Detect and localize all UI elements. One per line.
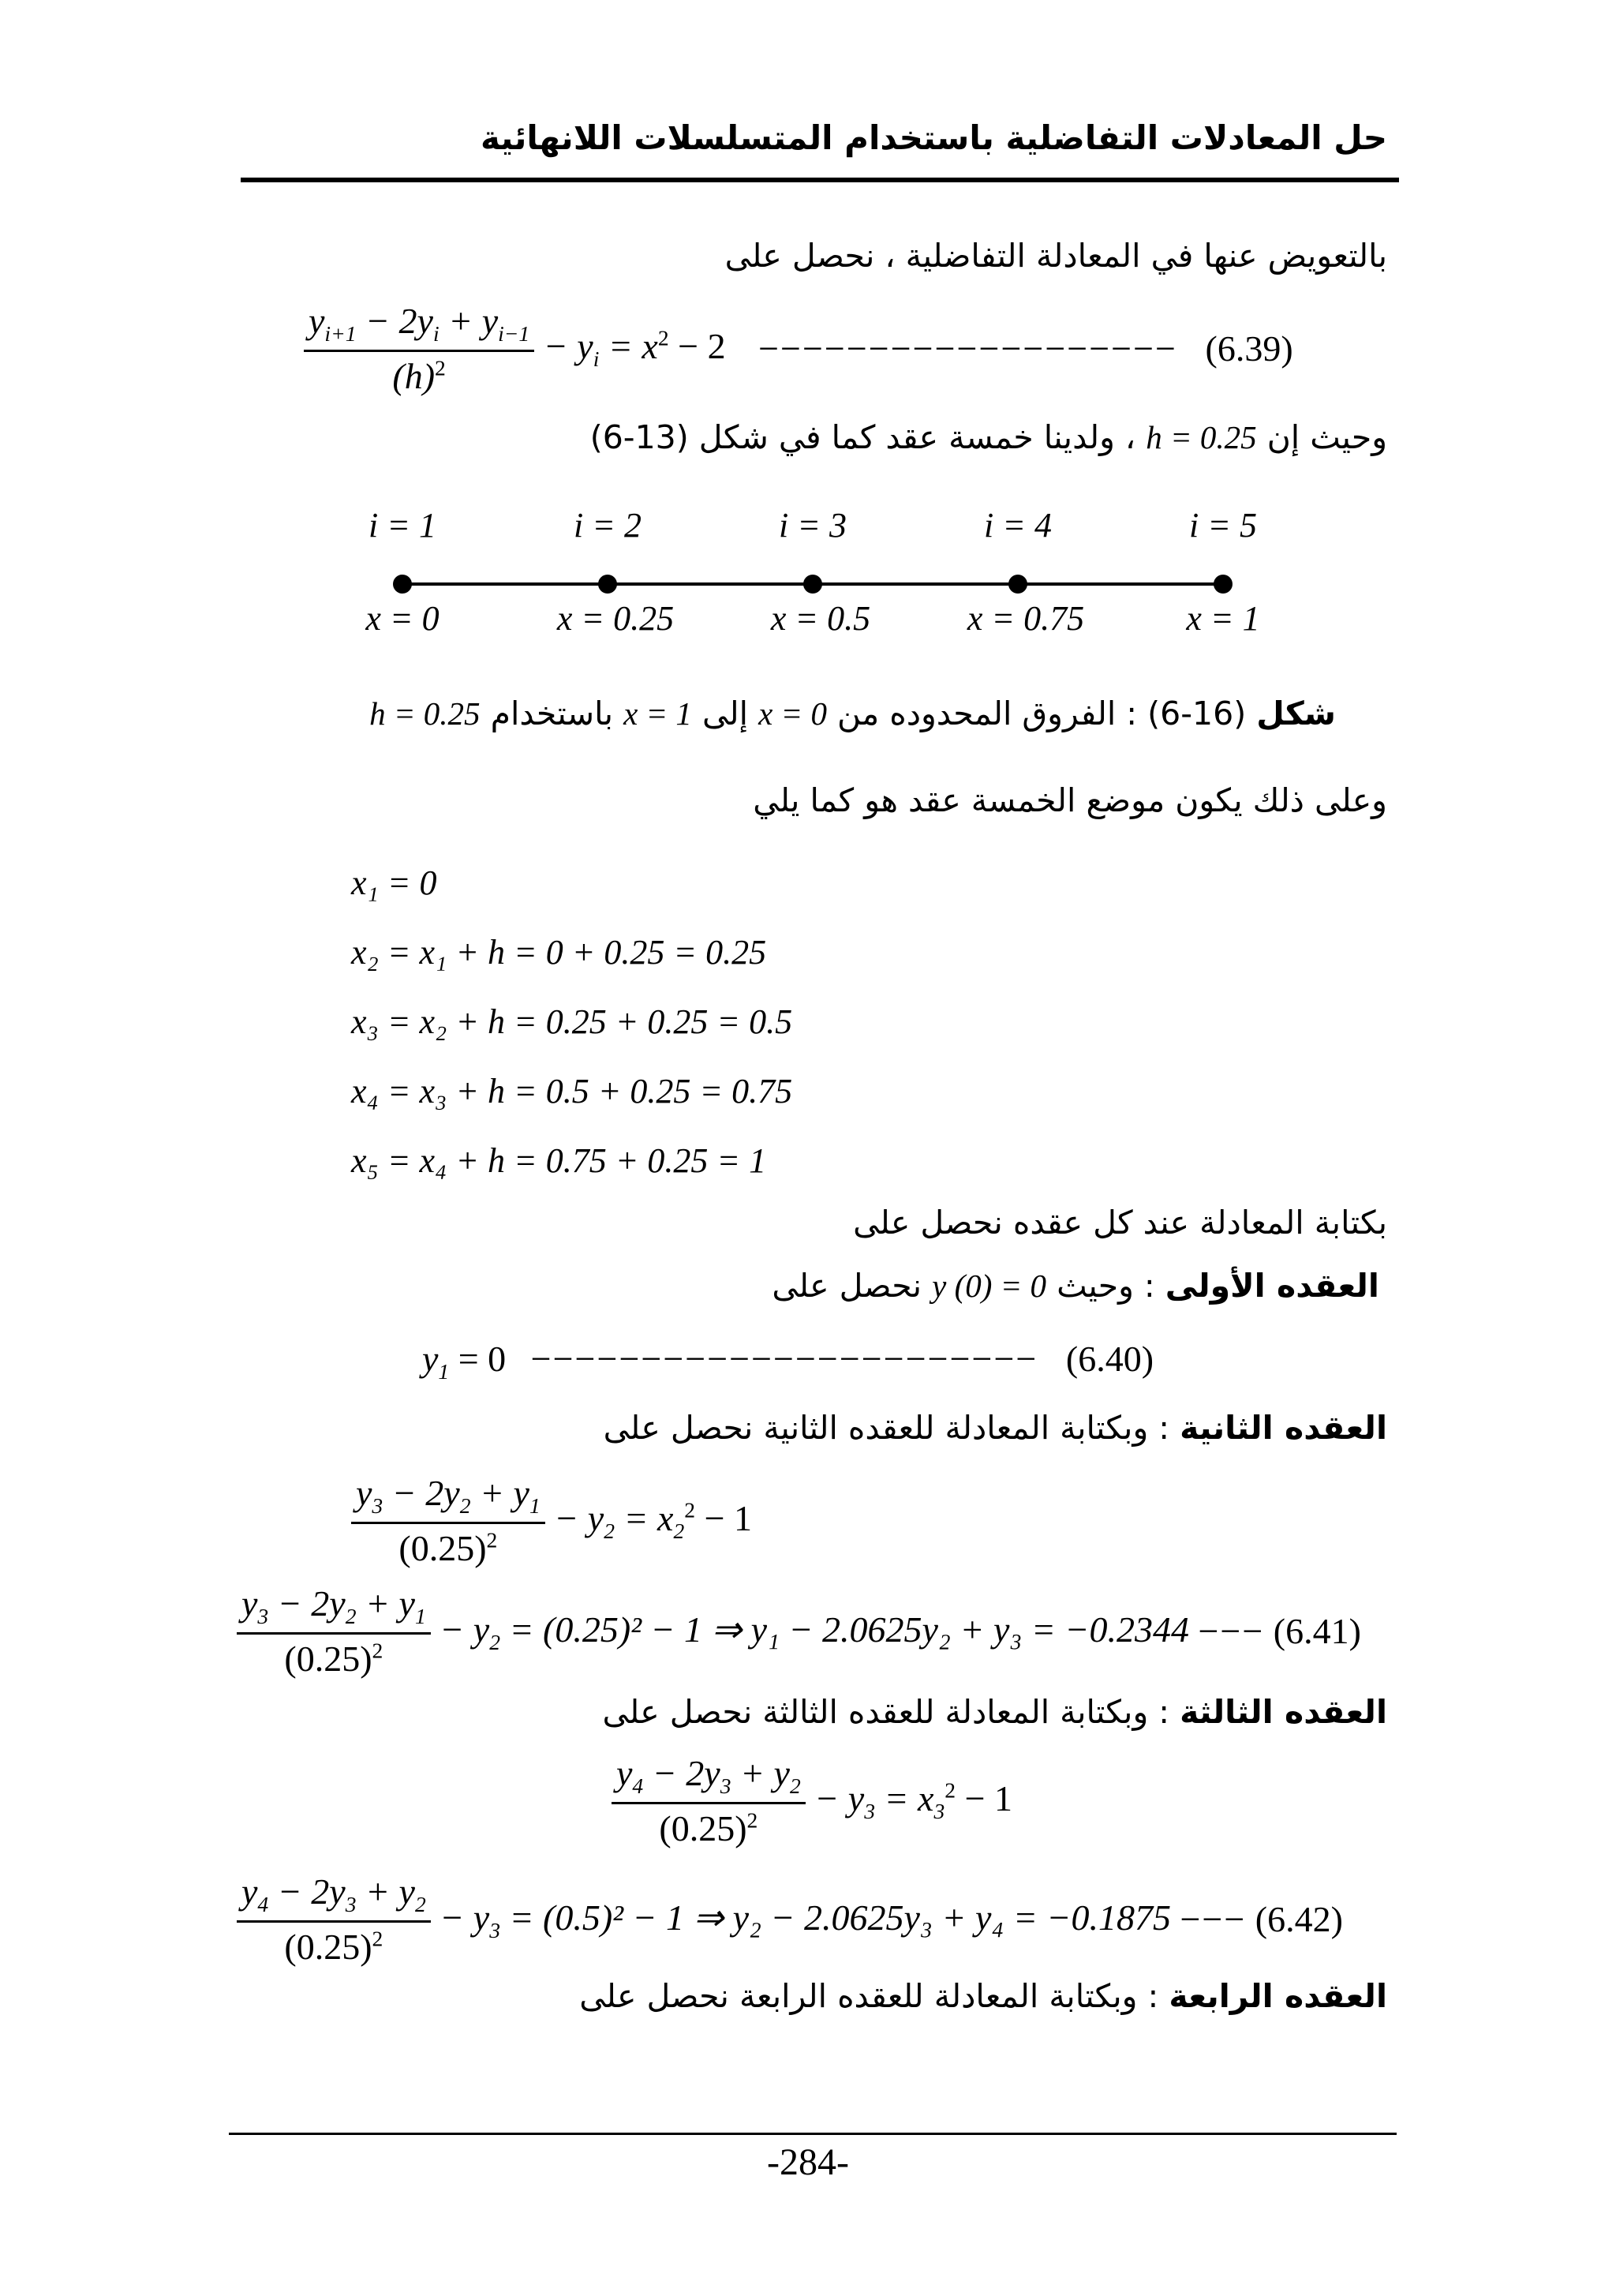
node-position-4: x₄ = x₃ + h = 0.5 + 0.25 = 0.75 [351, 1072, 793, 1111]
node-dot-2 [598, 575, 617, 594]
node-position-3: x₃ = x₂ + h = 0.25 + 0.25 = 0.5 [351, 1002, 793, 1041]
node3-label: العقده الثالثة [1180, 1693, 1387, 1731]
node-i-label-3: i = 3 [779, 506, 847, 545]
node1-line: العقده الأولى : وحيث y (0) = 0 نحصل على [772, 1267, 1379, 1305]
intro-text: بالتعويض عنها في المعادلة التفاضلية ، نحصل على [724, 237, 1387, 275]
node-x-label-1: x = 0 [365, 599, 440, 638]
node-position-5: x₅ = x₄ + h = 0.75 + 0.25 = 1 [351, 1141, 767, 1180]
nodes-intro-text: وعلى ذلك يكون موضع الخمسة عقد هو كما يلي [753, 781, 1387, 819]
node3-equation: $\frac{y_4 - 2y_3 + y_2}{(0.25)^2}$ − $y_3 = x_3^2 - 1$ [612, 1752, 1012, 1849]
eq642-rhs: = (0.5)² − 1 ⇒ y₂ − 2.0625y₃ + y₄ = −0.1875 [509, 1897, 1171, 1938]
node4-label: العقده الرابعة [1169, 1977, 1387, 2015]
node-i-label-5: i = 5 [1189, 506, 1257, 545]
node3-line: العقده الثالثة : وبكتابة المعادلة للعقده الثالثة نحصل على [602, 1693, 1387, 1731]
node-i-label-4: i = 4 [984, 506, 1052, 545]
node4-line: العقده الرابعة : وبكتابة المعادلة للعقده الرابعة نحصل على [579, 1977, 1387, 2015]
node-dot-3 [803, 575, 822, 594]
eq642-number: 6.42 [1267, 1899, 1331, 1940]
equation-6-40: $y_1 = 0$ −−−−−−−−−−−−−−−−−−−−−−− (6.40) [422, 1339, 1154, 1384]
eq641-rhs: = (0.25)² − 1 ⇒ y₁ − 2.0625y₂ + y₃ = −0.2344 [509, 1609, 1189, 1650]
node-position-2: x₂ = x₁ + h = 0 + 0.25 = 0.25 [351, 933, 767, 972]
eq639-number: 6.39 [1217, 328, 1281, 369]
h-value: h = 0.25 [1146, 419, 1257, 455]
y0-condition: y (0) = 0 [932, 1268, 1047, 1304]
page-number: -284- [767, 2141, 849, 2183]
equation-6-42: $\frac{y_4 - 2y_3 + y_2}{(0.25)^2}$ − $y_3 = (0.5)^2 - 1$ ⇒ y₂ − 2.0625y₃ + y₄ = −0.1875 −−− (6.42) [237, 1871, 1343, 1968]
figure-caption: شكل (16-6) : الفروق المحدوده من x = 0 إلى x = 1 باستخدام h = 0.25 [369, 695, 1336, 732]
node-x-label-5: x = 1 [1186, 599, 1260, 638]
node2-line: العقده الثانية : وبكتابة المعادلة للعقده الثانية نحصل على [603, 1409, 1387, 1447]
equation-6-39: $\frac{y_{i+1} - 2y_i + y_{i-1}}{(h)^2}$ − $y_i = x^2 - 2$ −−−−−−−−−−−−−−−−−−− (6.39) [304, 300, 1293, 397]
node-x-label-4: x = 0.75 [967, 599, 1085, 638]
node-dot-1 [393, 575, 412, 594]
node-i-label-1: i = 1 [368, 506, 436, 545]
node2-equation: $\frac{y_3 - 2y_2 + y_1}{(0.25)^2}$ − $y_2 = x_2^2 - 1$ [351, 1472, 752, 1569]
header-rule [241, 178, 1399, 182]
footer-rule [229, 2133, 1397, 2135]
figure-caption-label: شكل [1256, 695, 1336, 732]
equation-6-41: $\frac{y_3 - 2y_2 + y_1}{(0.25)^2}$ − $y_2 = (0.25)^2 - 1$ ⇒ y₁ − 2.0625y₂ + y₃ = −0.2344 −−− (6.41) [237, 1582, 1361, 1680]
eq639-fraction: $\frac{y_{i+1} - 2y_i + y_{i-1}}{(h)^2}$ [304, 300, 534, 397]
node-positions-list [351, 848, 792, 1196]
given-h-line: وحيث إن h = 0.25 ، ولدينا خمسة عقد كما في شكل (13-6) [589, 418, 1387, 456]
nodes-figure [0, 505, 1616, 647]
eq640-number: 6.40 [1078, 1339, 1142, 1379]
node2-label: العقده الثانية [1180, 1409, 1387, 1447]
node-x-label-3: x = 0.5 [770, 599, 871, 638]
page-header-title: حل المعادلات التفاضلية باستخدام المتسلسلات اللانهائية [481, 118, 1387, 157]
write-equation-text: بكتابة المعادلة عند كل عقده نحصل على [853, 1204, 1387, 1242]
figure-caption-number: (16-6) [1147, 695, 1247, 732]
node-x-label-2: x = 0.25 [556, 599, 675, 638]
node-i-label-2: i = 2 [574, 506, 642, 545]
node1-label: العقده الأولى [1165, 1267, 1379, 1305]
node-dot-4 [1008, 575, 1027, 594]
node-position-1: x₁ = 0 [351, 863, 437, 902]
eq641-number: 6.41 [1285, 1611, 1349, 1652]
node-dot-5 [1214, 575, 1233, 594]
